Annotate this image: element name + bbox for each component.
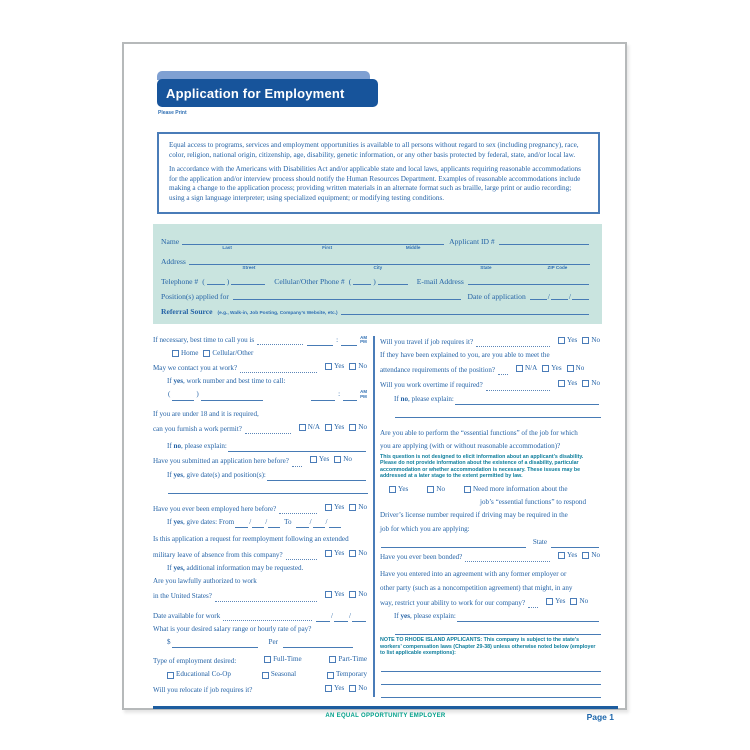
cellular-area-field[interactable] [353, 277, 371, 285]
agreement-no-checkbox[interactable] [570, 598, 577, 605]
authorized-yes-checkbox[interactable] [325, 591, 332, 598]
please-print-label: Please Print [158, 110, 187, 116]
work-permit-yes-checkbox[interactable] [325, 424, 332, 431]
q-contact-at-work: May we contact you at work? Yes No [153, 361, 367, 373]
to-year-field[interactable] [329, 520, 341, 528]
from-year-field[interactable] [268, 520, 280, 528]
work-number-field[interactable] [201, 393, 263, 401]
bonded-no-checkbox[interactable] [582, 552, 589, 559]
temporary-checkbox[interactable] [327, 672, 334, 679]
q-phone-type: Home Cellular/Other [153, 347, 367, 360]
submitted-dates-continued-field[interactable] [153, 482, 367, 495]
travel-no-checkbox[interactable] [582, 337, 589, 344]
position-row: Position(s) applied for Date of application / / [161, 292, 590, 301]
q-employment-type-2: Educational Co-Op Seasonal Temporary [153, 668, 367, 681]
submitted-dates-row: If yes, give date(s) and position(s): [153, 469, 367, 482]
referral-source-field[interactable] [341, 307, 589, 315]
travel-yes-checkbox[interactable] [558, 337, 565, 344]
overtime-explain-continued-field[interactable] [380, 406, 600, 419]
to-month-field[interactable] [296, 520, 309, 528]
equal-opportunity-label: AN EQUAL OPPORTUNITY EMPLOYER [325, 712, 446, 719]
work-best-time-field[interactable] [311, 393, 335, 401]
submitted-dates-field[interactable] [267, 473, 366, 481]
name-last-field[interactable]: Last [182, 237, 272, 245]
from-month-field[interactable] [235, 520, 248, 528]
address-zip-field[interactable]: ZIP Code [525, 257, 590, 265]
name-middle-field[interactable]: Middle [382, 237, 444, 245]
essential-no-checkbox[interactable] [427, 486, 434, 493]
license-row: State [380, 536, 600, 549]
q-employment-type: Type of employment desired: Full-Time Part-Time [153, 655, 367, 666]
home-checkbox[interactable] [172, 350, 179, 357]
q-submitted-before: Have you submitted an application here before? Yes No [153, 455, 352, 466]
questions-area [153, 334, 602, 699]
overtime-no-checkbox[interactable] [582, 380, 589, 387]
q-work-permit: can you furnish a work permit? N/A Yes No [153, 422, 367, 433]
equal-access-notice [157, 132, 600, 214]
identity-section [153, 224, 602, 324]
salary-per-field[interactable] [283, 640, 353, 648]
employed-before-no-checkbox[interactable] [349, 504, 356, 511]
application-day-field[interactable] [551, 292, 568, 300]
attendance-no-checkbox[interactable] [567, 365, 574, 372]
address-label: Address [161, 256, 186, 266]
am-pm-label: AM PM [360, 389, 367, 400]
ri-exemption-field-2[interactable] [380, 673, 600, 686]
positions-field[interactable] [233, 292, 461, 300]
phone-row: Telephone # ( ) Cellular/Other Phone # ( ) E-mail Address [161, 277, 590, 286]
reemployment-yes-checkbox[interactable] [325, 550, 332, 557]
application-month-field[interactable] [530, 292, 547, 300]
address-row [161, 256, 590, 270]
q-authorized: in the United States? Yes No [153, 590, 367, 601]
submitted-before-no-checkbox[interactable] [334, 456, 341, 463]
employed-before-yes-checkbox[interactable] [325, 504, 332, 511]
column-divider [373, 336, 375, 697]
name-row [161, 236, 590, 250]
email-label: E-mail Address [416, 276, 464, 286]
license-number-field[interactable] [381, 540, 526, 548]
applicant-id-label: Applicant ID # [449, 236, 495, 246]
telephone-number-field[interactable] [231, 277, 265, 285]
bonded-yes-checkbox[interactable] [558, 552, 565, 559]
positions-label: Position(s) applied for [161, 291, 229, 301]
relocate-no-checkbox[interactable] [349, 685, 356, 692]
work-number-prompt: If yes, work number and best time to call: [167, 377, 286, 386]
full-time-checkbox[interactable] [264, 656, 271, 663]
notice-paragraph-1: Equal access to programs, services and employment opportunities is available to all persons without regard to sex (including pregnancy), race, color, religion, national origin, citizenship, age, disability, genetic information, or any other basis protected by federal, state, and/or local law. [169, 141, 579, 159]
essential-functions-line-2: you are applying (with or without reasonable accommodation)? [380, 442, 561, 451]
q-agreement: way, restrict your ability to work for our company? Yes No [380, 596, 589, 607]
disability-disclaimer: This question is not designed to elicit information about an applicant’s disability. Please do not provide information about the existence of a disability, particular accommodation or whether accommodation is necessary. These issues may be addressed at a later stage to the extent permitted by law. [380, 454, 584, 479]
overtime-explain-row: If no, please explain: [380, 393, 600, 406]
q-date-available: Date available for work / / [153, 610, 367, 623]
agreement-explain-continued-field[interactable] [380, 623, 600, 636]
salary-question: What is your desired salary range or hourly rate of pay? [153, 624, 312, 633]
need-more-info-line-2: job’s “essential functions” to respond [480, 498, 586, 507]
work-permit-explain-row: If no, please explain: [153, 440, 367, 453]
am-pm-label: AM PM [360, 334, 367, 345]
q-relocate: Will you relocate if job requires it? Yes No [153, 683, 367, 694]
available-day-field[interactable] [334, 614, 348, 622]
overtime-explain-field[interactable] [455, 397, 599, 405]
reemployment-note: If yes, additional information may be requested. [167, 563, 304, 572]
ri-exemption-field-1[interactable] [380, 660, 600, 673]
to-day-field[interactable] [313, 520, 325, 528]
submitted-before-yes-checkbox[interactable] [310, 456, 317, 463]
authorized-line-1: Are you lawfully authorized to work [153, 577, 257, 586]
notice-paragraph-2: In accordance with the Americans with Disabilities Act and/or applicable state and local laws, applicants requiring reasonable accommodations for the application and/or interview process should notify the Human Resources Department. Examples of reasonable accommodations include making a change to the application process; providing written materials in an alternate format such as braille, large print or audio recording; using a sign language interpreter; using specialized equipment; or modifying testing conditions. [169, 165, 581, 202]
page-footer [153, 706, 618, 727]
contact-work-yes-checkbox[interactable] [325, 363, 332, 370]
salary-row: $ Per [153, 636, 367, 649]
educational-coop-checkbox[interactable] [167, 672, 174, 679]
essential-yes-checkbox[interactable] [389, 486, 396, 493]
work-number-row: ( ) : AM PM [168, 389, 367, 400]
q-employed-before: Have you ever been employed here before? Yes No [153, 502, 367, 513]
cellular-label: Cellular/Other Phone # [274, 276, 345, 286]
q-travel: Will you travel if job requires it? Yes No [380, 335, 600, 346]
work-best-time-minutes-field[interactable] [343, 393, 357, 401]
title-banner [157, 71, 378, 107]
best-time-minutes-field[interactable] [341, 338, 357, 346]
cellular-other-checkbox[interactable] [203, 350, 210, 357]
salary-amount-field[interactable] [172, 640, 258, 648]
authorized-no-checkbox[interactable] [349, 591, 356, 598]
referral-row [161, 307, 590, 316]
address-city-field[interactable]: City [309, 257, 447, 265]
agreement-explain-row: If yes, please explain: [380, 610, 600, 623]
name-label: Name [161, 236, 180, 246]
reemployment-no-checkbox[interactable] [349, 550, 356, 557]
part-time-checkbox[interactable] [329, 656, 336, 663]
essential-functions-line-1: Are you able to perform the “essential functions” of the job for which [380, 428, 578, 437]
applicant-id-field[interactable] [499, 237, 589, 245]
license-line-2: job for which you are applying: [380, 524, 470, 533]
rhode-island-note: NOTE TO RHODE ISLAND APPLICANTS: This company is subject to the state’s workers’ compensation laws (Chapter 29-38) unless otherwise noted below (employer to list applicable exemptions): [380, 637, 596, 656]
under-18-line-1: If you are under 18 and it is required, [153, 409, 259, 418]
overtime-yes-checkbox[interactable] [558, 380, 565, 387]
address-street-field[interactable]: Street [189, 257, 309, 265]
telephone-area-field[interactable] [207, 277, 225, 285]
footer-rule [153, 706, 618, 709]
ri-exemption-field-3[interactable] [380, 686, 600, 699]
right-column [380, 334, 600, 699]
attendance-line-1: If they have been explained to you, are you able to meet the [380, 350, 550, 359]
address-state-field[interactable]: State [447, 257, 525, 265]
email-field[interactable] [468, 277, 589, 285]
left-column [153, 334, 367, 699]
seasonal-checkbox[interactable] [262, 672, 269, 679]
essential-need-info-checkbox[interactable] [464, 486, 471, 493]
q-best-time-to-call: If necessary, best time to call you is : AM PM [153, 334, 367, 345]
page-number: Page 1 [586, 711, 614, 722]
name-first-field[interactable]: First [272, 237, 382, 245]
agreement-line-1: Have you entered into an agreement with any former employer or [380, 570, 567, 579]
work-area-code-field[interactable] [172, 393, 194, 401]
attendance-na-checkbox[interactable] [516, 365, 523, 372]
q-bonded: Have you ever been bonded? Yes No [380, 551, 600, 562]
license-state-field[interactable] [551, 540, 599, 548]
essential-functions-answer-row: Yes No Need more information about the [380, 483, 600, 496]
application-form-page [122, 42, 627, 722]
reemployment-line-1: Is this application a request for reemployment following an extended [153, 535, 349, 544]
relocate-yes-checkbox[interactable] [325, 685, 332, 692]
best-time-field[interactable] [307, 338, 333, 346]
work-permit-na-checkbox[interactable] [299, 424, 306, 431]
cellular-number-field[interactable] [378, 277, 408, 285]
telephone-label: Telephone # [161, 276, 199, 286]
date-of-application-label: Date of application [467, 291, 526, 301]
available-month-field[interactable] [316, 614, 330, 622]
application-year-field[interactable] [572, 292, 589, 300]
work-permit-explain-field[interactable] [228, 444, 366, 452]
work-permit-no-checkbox[interactable] [349, 424, 356, 431]
license-line-1: Driver’s license number required if driving may be required in the [380, 511, 568, 520]
page-title: Application for Employment [166, 85, 345, 101]
q-attendance: attendance requirements of the position? N/A Yes No [380, 364, 585, 375]
q-overtime: Will you work overtime if required? Yes No [380, 379, 600, 390]
employment-dates-row: If yes, give dates: From / / To / / [153, 516, 367, 529]
agreement-yes-checkbox[interactable] [546, 598, 553, 605]
contact-work-no-checkbox[interactable] [349, 363, 356, 370]
referral-source-label: Referral Source [161, 306, 213, 316]
q-reemployment: military leave of absence from this company? Yes No [153, 548, 367, 559]
agreement-explain-field[interactable] [457, 614, 599, 622]
attendance-yes-checkbox[interactable] [542, 365, 549, 372]
referral-source-hint: (e.g., Walk-in, Job Posting, Company’s Website, etc.) [217, 310, 338, 316]
available-year-field[interactable] [352, 614, 366, 622]
agreement-line-2: other party (such as a noncompetition agreement) that might, in any [380, 583, 573, 592]
from-day-field[interactable] [252, 520, 264, 528]
